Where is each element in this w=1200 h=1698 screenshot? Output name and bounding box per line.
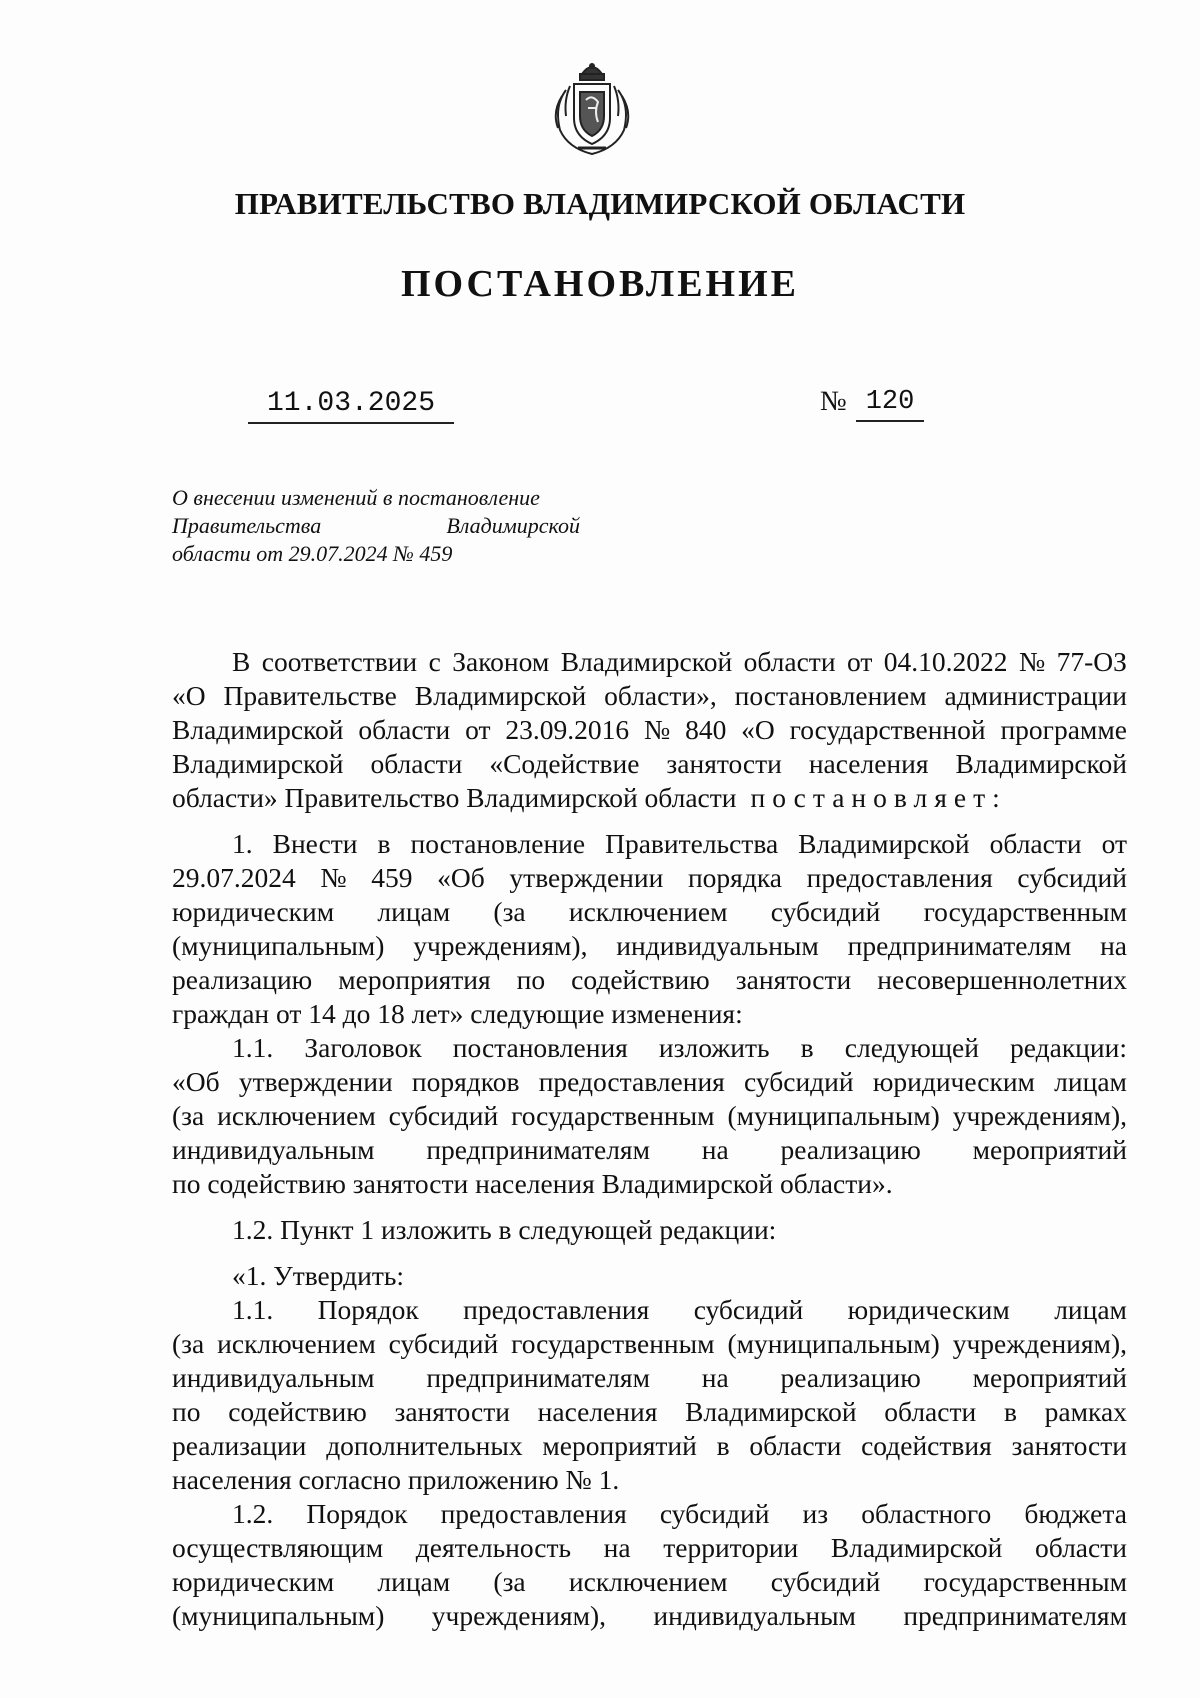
word: следующей — [844, 1032, 979, 1063]
word: государственным — [923, 1566, 1127, 1597]
word: (муниципальным) — [172, 930, 385, 961]
document-subject — [172, 484, 580, 568]
word: «Содействие — [489, 748, 640, 779]
word: исключением — [217, 1100, 376, 1131]
word: реализацию — [780, 1362, 921, 1393]
text-line — [172, 1133, 1127, 1167]
word: в — [1003, 1396, 1017, 1427]
word: субсидий — [744, 1066, 854, 1097]
word: государственным — [511, 1328, 715, 1359]
word: по — [172, 1396, 201, 1427]
word: субсидий — [770, 896, 881, 927]
word: области — [989, 828, 1082, 859]
word: области — [370, 748, 463, 779]
text-line — [172, 1099, 1127, 1133]
text-line — [172, 827, 1127, 861]
word: Владимирской — [172, 748, 344, 779]
paragraph-1 — [172, 827, 1127, 1031]
word: субсидий — [388, 1100, 499, 1131]
word: (муниципальным) — [727, 1328, 940, 1359]
word: юридическим — [172, 896, 335, 927]
word: № — [1018, 646, 1046, 677]
word: мероприятий — [542, 1430, 697, 1461]
word: (за — [493, 896, 526, 927]
word: предоставления — [440, 1498, 627, 1529]
word: от — [1101, 828, 1127, 859]
word: реализацию — [780, 1134, 921, 1165]
word: субсидий — [1017, 862, 1127, 893]
word: 77-ОЗ — [1056, 646, 1127, 677]
word: области — [749, 1430, 842, 1461]
word: на — [701, 1362, 729, 1393]
word: в — [800, 1032, 814, 1063]
text-line — [172, 929, 1127, 963]
text-line — [172, 1167, 1127, 1201]
word: субсидий — [693, 1294, 804, 1325]
word: на — [603, 1532, 631, 1563]
word: № — [643, 714, 671, 745]
word: на — [701, 1134, 729, 1165]
word: индивидуальным — [616, 930, 819, 961]
word: Владимирской — [830, 1532, 1003, 1563]
word: 459 — [371, 862, 413, 893]
word: 840 — [685, 714, 727, 745]
word: Владимирской — [955, 748, 1127, 779]
word: исключением — [568, 896, 728, 927]
paragraph-1-2: 1.2. Пункт 1 изложить в следующей редакции: — [232, 1214, 777, 1245]
text-line — [172, 1565, 1127, 1599]
word: содействию — [571, 964, 710, 995]
word: Законом — [452, 646, 550, 677]
text-line — [172, 645, 1127, 679]
word: от — [846, 646, 873, 677]
word: индивидуальным — [172, 1362, 375, 1393]
word: деятельность — [415, 1532, 572, 1563]
word: области», — [604, 680, 717, 711]
document-date: 11.03.2025 — [248, 388, 454, 424]
word: предоставления — [806, 862, 993, 893]
word: предпринимателям — [426, 1134, 650, 1165]
word: предпринимателям — [426, 1362, 650, 1393]
text-line — [172, 895, 1127, 929]
word: бюджета — [1024, 1498, 1127, 1529]
word: 1.1. — [232, 1294, 274, 1325]
word: Внести — [272, 828, 358, 859]
word: субсидий — [388, 1328, 499, 1359]
word: лицам — [1054, 1066, 1127, 1097]
word: предпринимателям — [903, 1600, 1127, 1631]
word: Правительства — [605, 828, 779, 859]
line-text: граждан от 14 до 18 лет» следующие изменения: — [172, 998, 743, 1029]
word: из — [802, 1498, 829, 1529]
word: (за — [172, 1100, 205, 1131]
word: занятости — [666, 748, 782, 779]
word: дополнительных — [326, 1430, 523, 1461]
word: Владимирской — [414, 680, 587, 711]
word: по — [516, 964, 546, 995]
word: области — [358, 714, 451, 745]
word: государственным — [923, 896, 1127, 927]
coat-of-arms-emblem — [544, 56, 640, 160]
word: реализации — [172, 1430, 307, 1461]
word: постановления — [452, 1032, 628, 1063]
word: исключением — [217, 1328, 376, 1359]
word: Порядок — [317, 1294, 419, 1325]
word: «Об — [172, 1066, 220, 1097]
word: (муниципальным) — [172, 1600, 385, 1631]
paragraph-approve-1-1 — [172, 1293, 1127, 1497]
word: постановление — [410, 828, 586, 859]
text-line — [172, 1065, 1127, 1099]
word: изложить — [658, 1032, 770, 1063]
word: (за — [172, 1328, 205, 1359]
word: лицам — [377, 896, 451, 927]
word: редакции: — [1010, 1032, 1127, 1063]
word: населения — [537, 1396, 658, 1427]
document-number: 120 — [856, 386, 924, 422]
word: субсидий — [770, 1566, 881, 1597]
text-line — [172, 1463, 1127, 1497]
word: исключением — [568, 1566, 728, 1597]
word: несовершеннолетних — [877, 964, 1127, 995]
word: субсидий — [659, 1498, 770, 1529]
text-line — [172, 1031, 1127, 1065]
word: занятости — [1011, 1430, 1127, 1461]
word: территории — [663, 1532, 799, 1563]
word: рамках — [1044, 1396, 1127, 1427]
word: мероприятий — [972, 1134, 1127, 1165]
paragraph-1-1 — [172, 1031, 1127, 1201]
word: Заголовок — [304, 1032, 422, 1063]
line-text: населения согласно приложению № 1. — [172, 1464, 620, 1495]
word: Владимирской — [685, 1396, 857, 1427]
word: области — [1035, 1532, 1127, 1563]
text-line — [172, 679, 1127, 713]
text-line — [172, 1327, 1127, 1361]
word: 23.09.2016 — [505, 714, 630, 745]
word: администрации — [944, 680, 1127, 711]
word: предоставления — [538, 1066, 725, 1097]
word: юридическим — [847, 1294, 1010, 1325]
word: с — [428, 646, 441, 677]
word: в — [377, 828, 391, 859]
word: Владимирской — [172, 714, 344, 745]
word: мероприятия — [338, 964, 491, 995]
paragraph-preamble — [172, 645, 1127, 815]
word: утверждении — [509, 862, 664, 893]
word: Владимирской — [798, 828, 970, 859]
resolution-keyword: постановляет: — [750, 782, 1007, 813]
word: лицам — [377, 1566, 451, 1597]
word: 04.10.2022 — [883, 646, 1008, 677]
text-line — [172, 1599, 1127, 1633]
text-line — [172, 861, 1127, 895]
word: предпринимателям — [847, 930, 1072, 961]
paragraph-approve-1-2 — [172, 1497, 1127, 1633]
word: Правительстве — [223, 680, 397, 711]
word: мероприятий — [972, 1362, 1127, 1393]
word: программе — [1000, 714, 1127, 745]
subject-word: Владимирской — [446, 513, 580, 538]
word: 1.2. — [232, 1498, 274, 1529]
word: индивидуальным — [653, 1600, 856, 1631]
word: «О — [741, 714, 775, 745]
word: учреждениям), — [413, 930, 588, 961]
word: учреждениям), — [952, 1100, 1127, 1131]
word: областного — [861, 1498, 992, 1529]
document-type: ПОСТАНОВЛЕНИЕ — [400, 263, 800, 305]
word: в — [716, 1430, 730, 1461]
word: реализацию — [172, 964, 313, 995]
word: соответствии — [261, 646, 418, 677]
subject-line: области от 29.07.2024 № 459 — [172, 541, 453, 566]
word: индивидуальным — [172, 1134, 375, 1165]
word: Владимирской — [560, 646, 733, 677]
word: постановлением — [734, 680, 927, 711]
word: государственной — [789, 714, 986, 745]
word: утверждении — [238, 1066, 393, 1097]
line-text: по содействию занятости населения Владимирской области». — [172, 1168, 893, 1199]
word: 29.07.2024 — [172, 862, 296, 893]
document-body — [172, 645, 1127, 1633]
word: «Об — [437, 862, 485, 893]
word: занятости — [394, 1396, 510, 1427]
word: В — [232, 646, 251, 677]
paragraph-approve: «1. Утвердить: — [232, 1260, 405, 1291]
word: «О — [172, 680, 206, 711]
word: области — [743, 646, 836, 677]
word: порядков — [411, 1066, 520, 1097]
text-line — [172, 1531, 1127, 1565]
word: на — [1100, 930, 1127, 961]
subject-line — [172, 512, 580, 540]
word: предоставления — [463, 1294, 650, 1325]
word: области — [884, 1396, 977, 1427]
word: осуществляющим — [172, 1532, 384, 1563]
word: юридическим — [872, 1066, 1035, 1097]
word: порядка — [687, 862, 782, 893]
word: от — [465, 714, 491, 745]
text-line — [172, 1395, 1127, 1429]
subject-line: О внесении изменений в постановление — [172, 485, 540, 510]
word: № — [320, 862, 347, 893]
text-line — [172, 1293, 1127, 1327]
word: содействия — [861, 1430, 992, 1461]
word: 1.1. — [232, 1032, 274, 1063]
text-line — [172, 713, 1127, 747]
text-line — [172, 747, 1127, 781]
subject-word: Правительства — [172, 513, 322, 538]
word: учреждениям), — [431, 1600, 607, 1631]
text-line — [172, 781, 1127, 815]
word: 1. — [232, 828, 253, 859]
word: государственным — [511, 1100, 715, 1131]
line-text: области» Правительство Владимирской области — [172, 782, 737, 813]
number-label: № — [820, 386, 847, 417]
word: лицам — [1054, 1294, 1127, 1325]
word: Порядок — [306, 1498, 408, 1529]
word: занятости — [735, 964, 852, 995]
text-line — [172, 963, 1127, 997]
text-line — [172, 1361, 1127, 1395]
text-line — [172, 997, 1127, 1031]
text-line — [172, 1429, 1127, 1463]
word: (за — [493, 1566, 526, 1597]
government-title: ПРАВИТЕЛЬСТВО ВЛАДИМИРСКОЙ ОБЛАСТИ — [234, 186, 966, 221]
word: содействию — [228, 1396, 367, 1427]
word: населения — [808, 748, 929, 779]
word: учреждениям), — [952, 1328, 1127, 1359]
text-line — [172, 1497, 1127, 1531]
word: юридическим — [172, 1566, 335, 1597]
word: (муниципальным) — [727, 1100, 940, 1131]
